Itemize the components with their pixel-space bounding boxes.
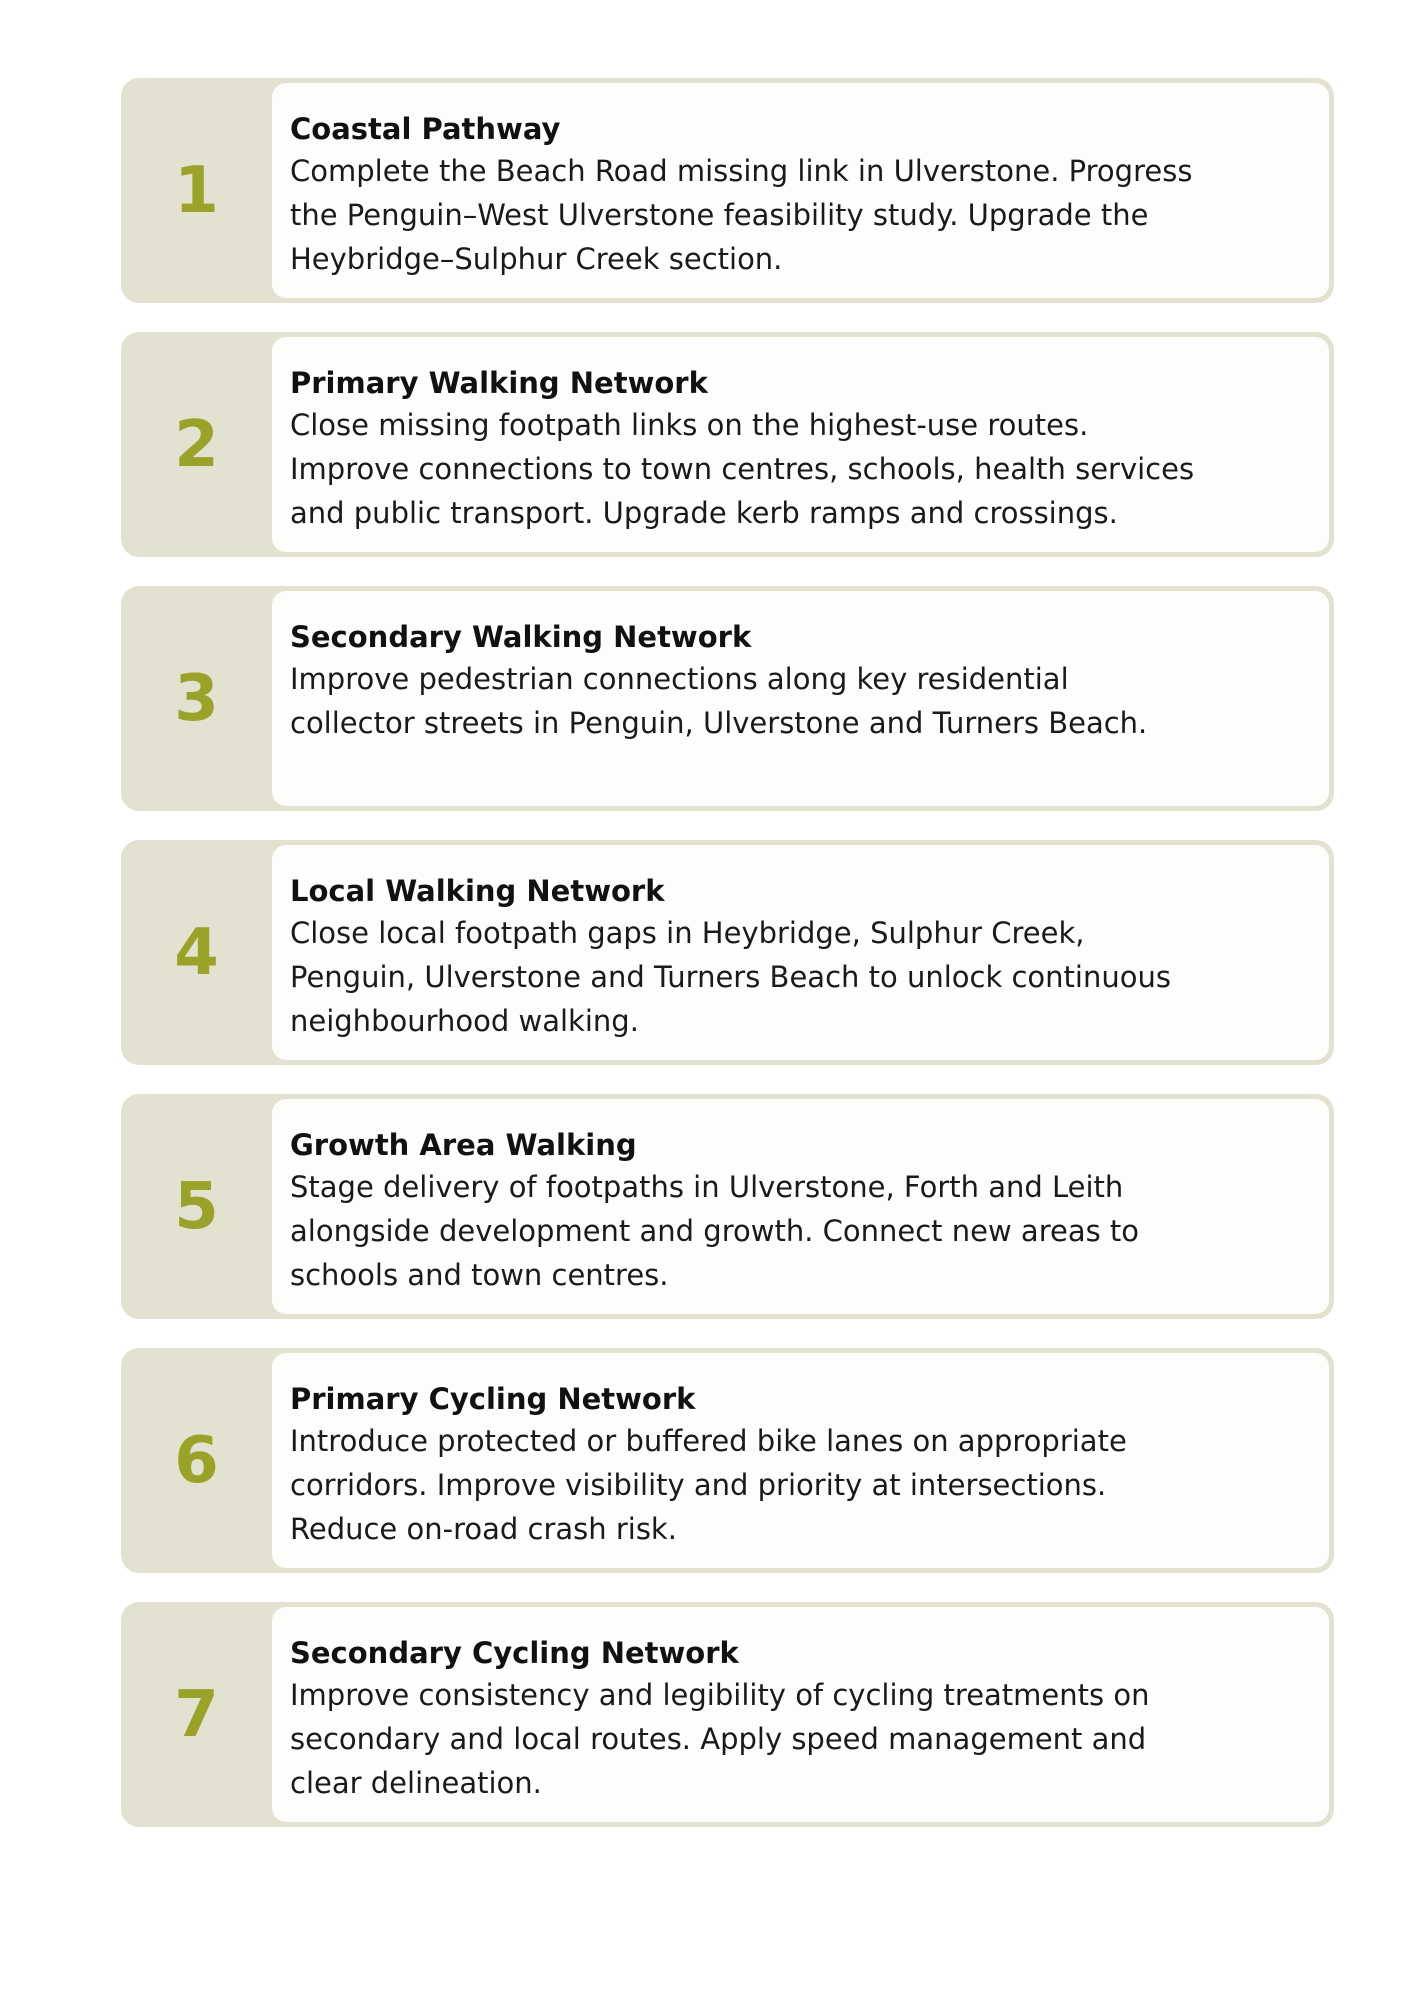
description-line: neighbourhood walking.	[290, 1004, 639, 1038]
priority-list	[121, 78, 1334, 1856]
description-line: Heybridge–Sulphur Creek section.	[290, 242, 783, 276]
priority-content	[272, 1607, 1329, 1822]
description-line: clear delineation.	[290, 1766, 542, 1800]
priority-content	[272, 845, 1329, 1060]
priority-title: Coastal Pathway	[290, 112, 561, 146]
description-line: Improve connections to town centres, schools, health services	[290, 452, 1195, 486]
priority-number: 1	[174, 153, 219, 228]
description-line: Complete the Beach Road missing link in Ulverstone. Progress	[290, 154, 1193, 188]
priority-description	[290, 911, 1311, 1043]
description-line: Stage delivery of footpaths in Ulverstone, Forth and Leith	[290, 1170, 1124, 1204]
description-line: Close missing footpath links on the highest-use routes.	[290, 408, 1089, 442]
priority-number: 3	[174, 661, 219, 736]
description-line: Introduce protected or buffered bike lanes on appropriate	[290, 1424, 1127, 1458]
priority-title: Primary Cycling Network	[290, 1382, 696, 1416]
description-line: collector streets in Penguin, Ulverstone and Turners Beach.	[290, 706, 1148, 740]
priority-number: 7	[174, 1677, 219, 1752]
priority-content	[272, 1353, 1329, 1568]
priority-description	[290, 1165, 1311, 1297]
priority-item	[121, 1348, 1334, 1573]
priority-item	[121, 586, 1334, 811]
priority-item	[121, 840, 1334, 1065]
description-line: schools and town centres.	[290, 1258, 669, 1292]
priority-item	[121, 1094, 1334, 1319]
priority-item	[121, 1602, 1334, 1827]
priority-number: 2	[174, 407, 219, 482]
priority-content	[272, 83, 1329, 298]
priority-title: Primary Walking Network	[290, 366, 708, 400]
priority-number: 5	[174, 1169, 219, 1244]
priority-title: Secondary Walking Network	[290, 620, 752, 654]
priority-item	[121, 78, 1334, 303]
priority-number: 6	[174, 1423, 219, 1498]
description-line: Penguin, Ulverstone and Turners Beach to unlock continuous	[290, 960, 1171, 994]
description-line: secondary and local routes. Apply speed management and	[290, 1722, 1147, 1756]
description-line: and public transport. Upgrade kerb ramps and crossings.	[290, 496, 1118, 530]
priority-description	[290, 1673, 1311, 1805]
priority-title: Growth Area Walking	[290, 1128, 637, 1162]
priority-item	[121, 332, 1334, 557]
description-line: Improve pedestrian connections along key residential	[290, 662, 1069, 696]
priority-description	[290, 403, 1311, 535]
priority-content	[272, 337, 1329, 552]
description-line: the Penguin–West Ulverstone feasibility study. Upgrade the	[290, 198, 1149, 232]
description-line: corridors. Improve visibility and priority at intersections.	[290, 1468, 1107, 1502]
description-line: alongside development and growth. Connect new areas to	[290, 1214, 1140, 1248]
description-line: Improve consistency and legibility of cycling treatments on	[290, 1678, 1150, 1712]
priority-description	[290, 149, 1311, 281]
priority-title: Local Walking Network	[290, 874, 665, 908]
description-line: Close local footpath gaps in Heybridge, Sulphur Creek,	[290, 916, 1085, 950]
description-line: Reduce on-road crash risk.	[290, 1512, 677, 1546]
priority-description	[290, 657, 1311, 745]
priority-content	[272, 1099, 1329, 1314]
priority-description	[290, 1419, 1311, 1551]
priority-title: Secondary Cycling Network	[290, 1636, 739, 1670]
priority-number: 4	[174, 915, 219, 990]
priority-content	[272, 591, 1329, 806]
